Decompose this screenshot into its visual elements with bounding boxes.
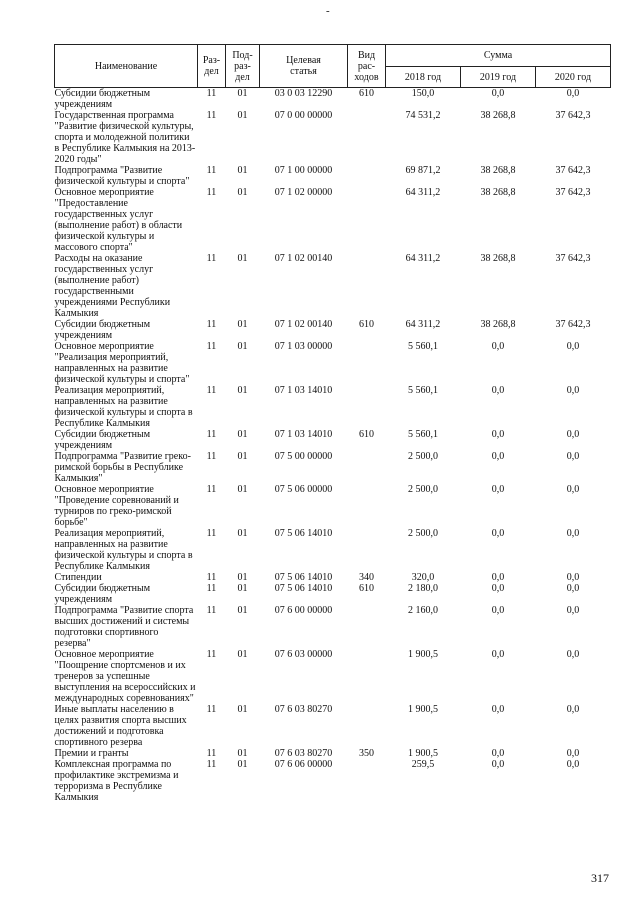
header-year-2018: 2018 год [386, 67, 461, 88]
table-row [55, 341, 611, 385]
cell-name: Основное мероприятие "Проведение соревнований и турниров по греко-римской борьбе" [54, 484, 179, 528]
cell-name: Премии и гранты [54, 748, 129, 759]
table-row [55, 572, 611, 583]
page-number: 317 [591, 871, 609, 885]
cell-subsection: 01 [237, 429, 248, 440]
cell-sum-2018: 259,5 [411, 759, 435, 770]
cell-sum-2020: 37 642,3 [555, 253, 591, 264]
cell-kind [348, 528, 386, 572]
cell-sum-2018: 1 900,5 [408, 748, 438, 759]
cell-subsection: 01 [237, 88, 248, 99]
cell-sum-2020: 37 642,3 [555, 319, 591, 330]
cell-sum-2019: 0,0 [491, 451, 505, 462]
cell-name: Основное мероприятие "Предоставление государственных услуг (выполнение работ) в области физической культуры и массового спорта" [54, 187, 183, 253]
header-subsection: Под- раз- дел [226, 45, 260, 88]
cell-name: Субсидии бюджетным учреждениям [54, 319, 151, 341]
cell-kind [348, 165, 386, 187]
cell-article: 07 6 00 00000 [274, 605, 333, 616]
cell-subsection: 01 [237, 704, 248, 715]
cell-name: Подпрограмма "Развитие физической культуры и спорта" [54, 165, 190, 187]
cell-subsection: 01 [237, 748, 248, 759]
cell-section: 11 [206, 572, 217, 583]
table-row [55, 704, 611, 748]
cell-sum-2020: 0,0 [566, 385, 580, 396]
header-section: Раз- дел [198, 45, 226, 88]
table-row [55, 528, 611, 572]
cell-article: 07 5 06 14010 [274, 572, 333, 583]
cell-sum-2019: 0,0 [491, 649, 505, 660]
cell-name: Государственная программа "Развитие физической культуры, спорта и молодежной политики в Республике Калмыкия на 2013-2020 годы" [54, 110, 196, 165]
table-row [55, 649, 611, 704]
table-body [55, 88, 611, 804]
cell-subsection: 01 [237, 165, 248, 176]
cell-sum-2018: 64 311,2 [405, 253, 441, 264]
cell-subsection: 01 [237, 341, 248, 352]
cell-name: Субсидии бюджетным учреждениям [54, 88, 151, 110]
cell-section: 11 [206, 341, 217, 352]
cell-name: Основное мероприятие "Поощрение спортсменов и их тренеров за успешные выступления на всероссийских и международных соревнованиях" [54, 649, 196, 704]
cell-name: Расходы на оказание государственных услуг (выполнение работ) государственными учреждениями Республики Калмыкия [54, 253, 171, 319]
cell-article: 03 0 03 12290 [274, 88, 333, 99]
cell-subsection: 01 [237, 385, 248, 396]
cell-sum-2020: 0,0 [566, 605, 580, 616]
header-kind: Вид рас- ходов [348, 45, 386, 88]
table-row [55, 88, 611, 111]
cell-sum-2020: 0,0 [566, 759, 580, 770]
cell-subsection: 01 [237, 319, 248, 330]
cell-sum-2019: 0,0 [491, 341, 505, 352]
table-row [55, 110, 611, 165]
cell-sum-2018: 5 560,1 [408, 385, 438, 396]
cell-sum-2018: 64 311,2 [405, 319, 441, 330]
table-row [55, 484, 611, 528]
cell-article: 07 1 03 14010 [274, 385, 333, 396]
cell-article: 07 5 00 00000 [274, 451, 333, 462]
cell-article: 07 6 03 80270 [274, 748, 333, 759]
cell-kind: 610 [359, 88, 374, 99]
cell-kind [348, 187, 386, 253]
cell-section: 11 [206, 319, 217, 330]
cell-subsection: 01 [237, 649, 248, 660]
cell-name: Реализация мероприятий, направленных на развитие физической культуры и спорта в Республике Калмыкия [54, 385, 193, 429]
cell-sum-2019: 38 268,8 [480, 319, 516, 330]
cell-kind: 340 [359, 572, 374, 583]
cell-subsection: 01 [237, 759, 248, 770]
cell-sum-2020: 37 642,3 [555, 110, 591, 121]
table-row [55, 385, 611, 429]
cell-sum-2018: 1 900,5 [408, 649, 438, 660]
cell-sum-2018: 5 560,1 [408, 341, 438, 352]
table-row [55, 165, 611, 187]
table-row [55, 253, 611, 319]
cell-sum-2020: 0,0 [566, 528, 580, 539]
cell-name: Комплексная программа по профилактике экстремизма и терроризма в Республике Калмыкия [54, 759, 179, 803]
cell-sum-2018: 69 871,2 [405, 165, 441, 176]
cell-subsection: 01 [237, 451, 248, 462]
cell-sum-2019: 0,0 [491, 528, 505, 539]
cell-name: Основное мероприятие "Реализация мероприятий, направленных на развитие физической культуры и спорта" [54, 341, 190, 385]
cell-article: 07 1 02 00140 [274, 319, 333, 330]
cell-sum-2019: 0,0 [491, 88, 505, 99]
cell-section: 11 [206, 451, 217, 462]
table-row [55, 748, 611, 759]
cell-sum-2019: 0,0 [491, 748, 505, 759]
cell-kind: 350 [359, 748, 374, 759]
cell-sum-2019: 0,0 [491, 385, 505, 396]
cell-kind [348, 341, 386, 385]
cell-sum-2019: 0,0 [491, 583, 505, 594]
cell-section: 11 [206, 748, 217, 759]
cell-article: 07 1 03 00000 [274, 341, 333, 352]
cell-section: 11 [206, 649, 217, 660]
cell-sum-2019: 0,0 [491, 572, 505, 583]
cell-name: Субсидии бюджетным учреждениям [54, 583, 151, 605]
cell-article: 07 1 03 14010 [274, 429, 333, 440]
cell-sum-2020: 0,0 [566, 704, 580, 715]
table-row [55, 319, 611, 341]
cell-sum-2020: 37 642,3 [555, 165, 591, 176]
cell-sum-2019: 0,0 [491, 429, 505, 440]
cell-subsection: 01 [237, 572, 248, 583]
cell-subsection: 01 [237, 528, 248, 539]
cell-sum-2020: 0,0 [566, 649, 580, 660]
cell-sum-2020: 37 642,3 [555, 187, 591, 198]
cell-sum-2019: 0,0 [491, 484, 505, 495]
cell-kind [348, 484, 386, 528]
header-article: Целевая статья [260, 45, 348, 88]
cell-article: 07 5 06 14010 [274, 528, 333, 539]
cell-kind [348, 110, 386, 165]
cell-section: 11 [206, 165, 217, 176]
cell-sum-2018: 64 311,2 [405, 187, 441, 198]
cell-subsection: 01 [237, 110, 248, 121]
cell-section: 11 [206, 187, 217, 198]
cell-section: 11 [206, 484, 217, 495]
cell-subsection: 01 [237, 605, 248, 616]
cell-section: 11 [206, 605, 217, 616]
cell-kind [348, 451, 386, 484]
cell-kind [348, 385, 386, 429]
header-name: Наименование [55, 45, 198, 88]
cell-sum-2020: 0,0 [566, 429, 580, 440]
header-year-2019: 2019 год [461, 67, 536, 88]
cell-kind [348, 605, 386, 649]
cell-sum-2020: 0,0 [566, 88, 580, 99]
cell-name: Субсидии бюджетным учреждениям [54, 429, 151, 451]
cell-sum-2018: 150,0 [411, 88, 435, 99]
cell-article: 07 5 06 14010 [274, 583, 333, 594]
cell-sum-2018: 2 160,0 [408, 605, 438, 616]
table-row [55, 451, 611, 484]
table-row [55, 759, 611, 803]
top-mark: - [326, 5, 330, 17]
cell-sum-2019: 0,0 [491, 605, 505, 616]
header-sum: Сумма [386, 45, 611, 67]
cell-article: 07 6 06 00000 [274, 759, 333, 770]
cell-section: 11 [206, 583, 217, 594]
cell-subsection: 01 [237, 187, 248, 198]
cell-kind [348, 649, 386, 704]
cell-article: 07 1 02 00000 [274, 187, 333, 198]
cell-article: 07 1 00 00000 [274, 165, 333, 176]
cell-kind [348, 253, 386, 319]
cell-sum-2018: 2 500,0 [408, 451, 438, 462]
cell-section: 11 [206, 385, 217, 396]
cell-sum-2020: 0,0 [566, 451, 580, 462]
header-year-2020: 2020 год [536, 67, 611, 88]
cell-sum-2019: 0,0 [491, 759, 505, 770]
cell-article: 07 6 03 00000 [274, 649, 333, 660]
cell-sum-2018: 5 560,1 [408, 429, 438, 440]
cell-sum-2018: 1 900,5 [408, 704, 438, 715]
cell-name: Подпрограмма "Развитие греко-римской борьбы в Республике Калмыкия" [54, 451, 191, 484]
cell-subsection: 01 [237, 253, 248, 264]
cell-section: 11 [206, 253, 217, 264]
budget-table [54, 44, 611, 803]
table-row [55, 187, 611, 253]
cell-article: 07 1 02 00140 [274, 253, 333, 264]
cell-name: Реализация мероприятий, направленных на развитие физической культуры и спорта в Республике Калмыкия [54, 528, 193, 572]
cell-sum-2018: 2 500,0 [408, 528, 438, 539]
cell-sum-2019: 38 268,8 [480, 110, 516, 121]
cell-sum-2019: 38 268,8 [480, 165, 516, 176]
table-row [55, 583, 611, 605]
cell-article: 07 0 00 00000 [274, 110, 333, 121]
cell-kind: 610 [359, 319, 374, 330]
cell-sum-2018: 74 531,2 [405, 110, 441, 121]
cell-section: 11 [206, 110, 217, 121]
cell-sum-2020: 0,0 [566, 572, 580, 583]
table-row [55, 429, 611, 451]
cell-article: 07 6 03 80270 [274, 704, 333, 715]
cell-subsection: 01 [237, 583, 248, 594]
cell-kind [348, 759, 386, 803]
cell-section: 11 [206, 704, 217, 715]
cell-name: Стипендии [54, 572, 102, 583]
cell-sum-2019: 38 268,8 [480, 187, 516, 198]
cell-section: 11 [206, 759, 217, 770]
cell-kind: 610 [359, 429, 374, 440]
cell-sum-2020: 0,0 [566, 748, 580, 759]
table-row [55, 605, 611, 649]
cell-sum-2018: 2 500,0 [408, 484, 438, 495]
cell-sum-2020: 0,0 [566, 583, 580, 594]
cell-name: Подпрограмма "Развитие спорта высших достижений и системы подготовки спортивного резерва" [54, 605, 194, 649]
cell-section: 11 [206, 429, 217, 440]
cell-sum-2020: 0,0 [566, 341, 580, 352]
cell-sum-2019: 0,0 [491, 704, 505, 715]
cell-name: Иные выплаты населению в целях развития спорта высших достижений и подготовка спортивного резерва [54, 704, 187, 748]
cell-sum-2018: 320,0 [411, 572, 435, 583]
cell-sum-2018: 2 180,0 [408, 583, 438, 594]
cell-kind: 610 [359, 583, 374, 594]
cell-sum-2020: 0,0 [566, 484, 580, 495]
cell-kind [348, 704, 386, 748]
cell-subsection: 01 [237, 484, 248, 495]
table-header [55, 45, 611, 88]
cell-section: 11 [206, 88, 217, 99]
cell-article: 07 5 06 00000 [274, 484, 333, 495]
cell-sum-2019: 38 268,8 [480, 253, 516, 264]
cell-section: 11 [206, 528, 217, 539]
